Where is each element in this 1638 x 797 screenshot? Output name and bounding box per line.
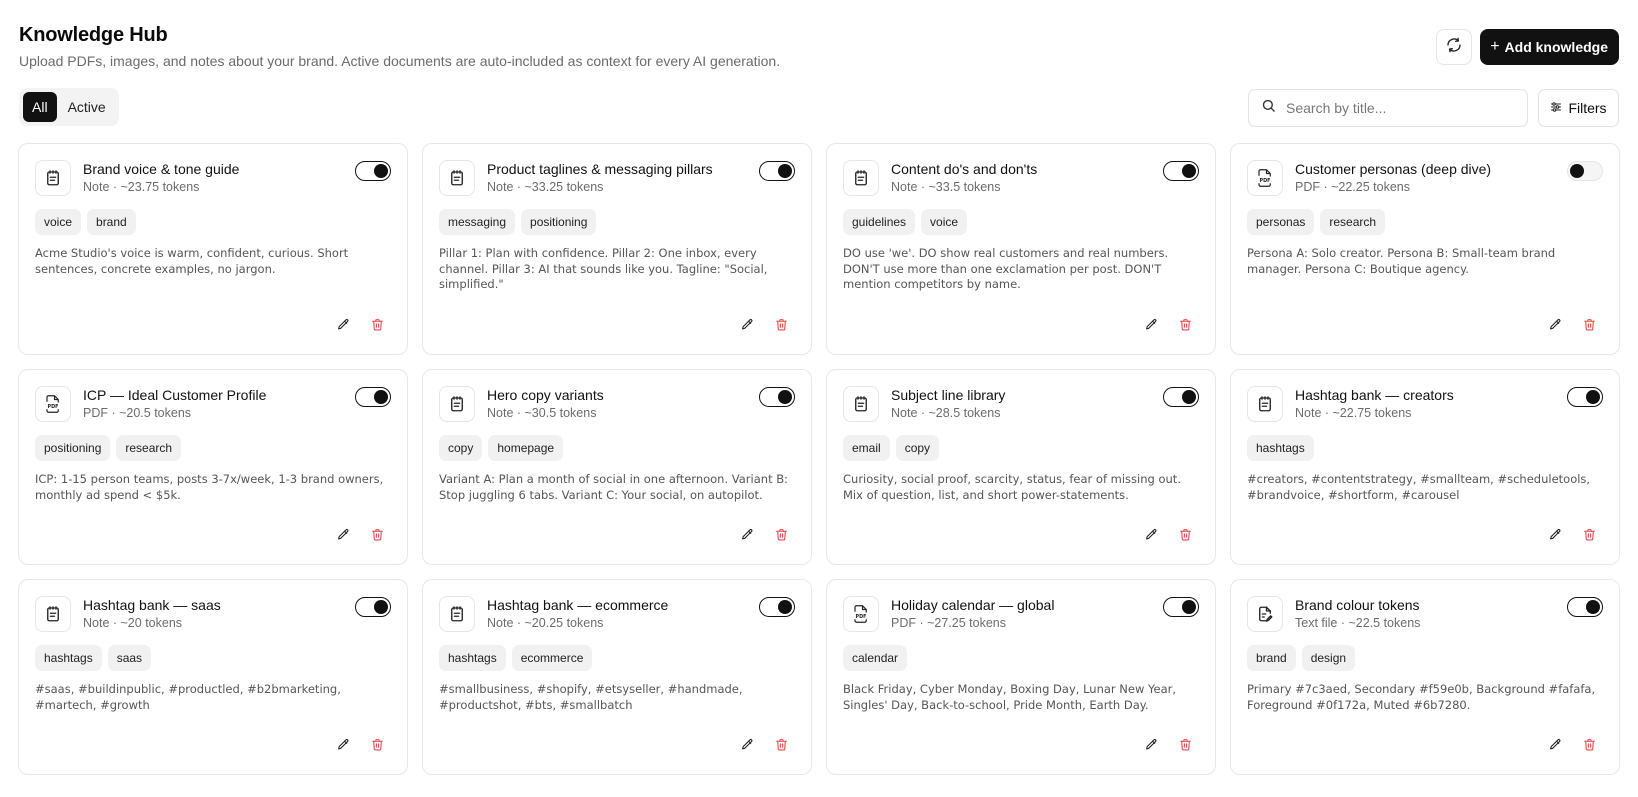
trash-icon[interactable] bbox=[1581, 736, 1597, 752]
edit-icon[interactable] bbox=[335, 736, 351, 752]
trash-icon[interactable] bbox=[1177, 316, 1193, 332]
card-title: Customer personas (deep dive) bbox=[1295, 161, 1492, 177]
tag-chip: hashtags bbox=[1247, 435, 1314, 461]
card-description: Pillar 1: Plan with confidence. Pillar 2: One inbox, every channel. Pillar 3: AI that sounds like you. Tagline: "Social, simplified." bbox=[439, 246, 768, 291]
edit-icon[interactable] bbox=[335, 316, 351, 332]
card-meta: Note · ~33.5 tokens bbox=[891, 180, 1001, 194]
knowledge-card[interactable] bbox=[422, 369, 812, 565]
card-header bbox=[439, 160, 795, 196]
active-toggle[interactable] bbox=[1163, 597, 1199, 617]
edit-icon[interactable] bbox=[1547, 316, 1563, 332]
toggle-knob bbox=[1570, 164, 1584, 178]
tag-chip: copy bbox=[439, 435, 482, 461]
card-meta: Note · ~23.75 tokens bbox=[83, 180, 200, 194]
card-meta: PDF · ~27.25 tokens bbox=[891, 616, 1006, 630]
card-title: Hashtag bank — saas bbox=[83, 597, 221, 613]
card-header bbox=[439, 386, 795, 422]
knowledge-card[interactable] bbox=[826, 143, 1216, 355]
card-meta: PDF · ~22.25 tokens bbox=[1295, 180, 1410, 194]
card-description: #smallbusiness, #shopify, #etsyseller, #handmade, #productshot, #bts, #smallbatch bbox=[439, 682, 743, 712]
card-description: Curiosity, social proof, scarcity, status, fear of missing out. Mix of question, list, and short power-statements. bbox=[843, 472, 1181, 502]
tag-chip: messaging bbox=[439, 209, 515, 235]
page-header bbox=[19, 22, 780, 70]
card-meta: Note · ~22.75 tokens bbox=[1295, 406, 1412, 420]
tag-chip: hashtags bbox=[35, 645, 102, 671]
card-actions bbox=[335, 316, 385, 332]
refresh-button[interactable] bbox=[1436, 29, 1472, 65]
header-actions bbox=[1436, 29, 1619, 65]
pdf-icon bbox=[1247, 160, 1283, 196]
trash-icon[interactable] bbox=[1581, 316, 1597, 332]
card-header bbox=[35, 386, 391, 422]
card-titles bbox=[487, 386, 759, 421]
active-toggle[interactable] bbox=[355, 597, 391, 617]
trash-icon[interactable] bbox=[773, 316, 789, 332]
filters-label: Filters bbox=[1568, 100, 1607, 116]
card-title: Subject line library bbox=[891, 387, 1006, 403]
card-titles bbox=[83, 386, 355, 421]
trash-icon[interactable] bbox=[1177, 526, 1193, 542]
tag-list bbox=[1247, 209, 1603, 235]
tag-chip: design bbox=[1302, 645, 1355, 671]
add-knowledge-label: Add knowledge bbox=[1504, 39, 1608, 55]
tag-list bbox=[843, 435, 1199, 461]
card-header bbox=[439, 596, 795, 632]
tag-list bbox=[1247, 435, 1603, 461]
card-titles bbox=[891, 160, 1163, 195]
tag-chip: voice bbox=[35, 209, 81, 235]
knowledge-card[interactable] bbox=[18, 143, 408, 355]
pdf-icon bbox=[35, 386, 71, 422]
tag-chip: voice bbox=[921, 209, 967, 235]
toggle-knob bbox=[374, 600, 388, 614]
knowledge-card[interactable] bbox=[1230, 579, 1620, 775]
tag-chip: saas bbox=[108, 645, 151, 671]
active-toggle[interactable] bbox=[759, 597, 795, 617]
card-title: Hashtag bank — ecommerce bbox=[487, 597, 669, 613]
card-titles bbox=[83, 160, 355, 195]
card-meta: PDF · ~20.5 tokens bbox=[83, 406, 192, 420]
knowledge-card[interactable] bbox=[1230, 369, 1620, 565]
tag-chip: positioning bbox=[35, 435, 110, 461]
knowledge-card[interactable] bbox=[422, 143, 812, 355]
toggle-knob bbox=[1182, 600, 1196, 614]
card-titles bbox=[1295, 160, 1567, 195]
tag-list bbox=[1247, 645, 1603, 671]
tag-list bbox=[439, 209, 795, 235]
active-toggle[interactable] bbox=[355, 161, 391, 181]
card-titles bbox=[487, 596, 759, 631]
page-subtitle: Upload PDFs, images, and notes about your brand. Active documents are auto-included as context for every AI generation. bbox=[19, 53, 781, 69]
knowledge-card[interactable] bbox=[1230, 143, 1620, 355]
edit-icon[interactable] bbox=[739, 526, 755, 542]
trash-icon[interactable] bbox=[773, 736, 789, 752]
tab-all[interactable]: All bbox=[23, 92, 57, 122]
note-icon bbox=[1247, 386, 1283, 422]
trash-icon[interactable] bbox=[1177, 736, 1193, 752]
tag-list bbox=[35, 435, 391, 461]
card-description: Primary #7c3aed, Secondary #f59e0b, Background #fafafa, Foreground #0f172a, Muted #6b7280. bbox=[1247, 682, 1596, 712]
active-toggle[interactable] bbox=[1567, 387, 1603, 407]
svg-text:PDF: PDF bbox=[47, 404, 59, 411]
card-actions bbox=[335, 736, 385, 752]
card-header bbox=[35, 160, 391, 196]
active-toggle[interactable] bbox=[1567, 161, 1603, 181]
note-icon bbox=[35, 160, 71, 196]
tag-chip: homepage bbox=[488, 435, 563, 461]
plus-icon: + bbox=[1490, 38, 1500, 55]
tag-chip: hashtags bbox=[439, 645, 506, 671]
card-title: Brand colour tokens bbox=[1295, 597, 1420, 613]
card-header bbox=[1247, 596, 1603, 632]
edit-icon[interactable] bbox=[335, 526, 351, 542]
toggle-knob bbox=[1586, 390, 1600, 404]
add-knowledge-button[interactable] bbox=[1480, 29, 1619, 65]
note-icon bbox=[439, 160, 475, 196]
card-meta: Note · ~33.25 tokens bbox=[487, 180, 604, 194]
card-meta: Text file · ~22.5 tokens bbox=[1295, 616, 1421, 630]
card-actions bbox=[1547, 526, 1597, 542]
note-icon bbox=[35, 596, 71, 632]
card-titles bbox=[487, 160, 759, 195]
card-actions bbox=[739, 526, 789, 542]
card-description: DO use 'we'. DO show real customers and real numbers. DON'T use more than one exclamation per post. DON'T mention competitors by name. bbox=[843, 246, 1169, 291]
active-toggle[interactable] bbox=[759, 387, 795, 407]
card-actions bbox=[739, 316, 789, 332]
card-title: Product taglines & messaging pillars bbox=[487, 161, 713, 177]
tag-chip: email bbox=[843, 435, 890, 461]
card-actions bbox=[1547, 736, 1597, 752]
edit-icon[interactable] bbox=[1547, 526, 1563, 542]
tag-chip: ecommerce bbox=[512, 645, 593, 671]
search-input[interactable] bbox=[1286, 100, 1506, 116]
card-header bbox=[1247, 160, 1603, 196]
toggle-knob bbox=[1182, 164, 1196, 178]
knowledge-grid bbox=[18, 143, 1620, 775]
card-meta: Note · ~20.25 tokens bbox=[487, 616, 604, 630]
edit-icon[interactable] bbox=[1143, 316, 1159, 332]
card-titles bbox=[1295, 596, 1567, 631]
sliders-icon bbox=[1550, 100, 1562, 116]
card-title: Hashtag bank — creators bbox=[1295, 387, 1454, 403]
card-title: ICP — Ideal Customer Profile bbox=[83, 387, 267, 403]
card-description: Black Friday, Cyber Monday, Boxing Day, Lunar New Year, Singles' Day, Back-to-school, Pride Month, Earth Day. bbox=[843, 682, 1177, 712]
page-title: Knowledge Hub bbox=[19, 24, 168, 46]
tag-list bbox=[35, 209, 391, 235]
card-actions bbox=[335, 526, 385, 542]
edit-icon[interactable] bbox=[1143, 526, 1159, 542]
trash-icon[interactable] bbox=[369, 316, 385, 332]
tag-list bbox=[439, 435, 795, 461]
card-header bbox=[843, 596, 1199, 632]
card-description: Acme Studio's voice is warm, confident, curious. Short sentences, concrete examples, no jargon. bbox=[35, 246, 349, 276]
tag-chip: guidelines bbox=[843, 209, 915, 235]
card-actions bbox=[739, 736, 789, 752]
card-description: ICP: 1-15 person teams, posts 3-7x/week, 1-3 brand owners, monthly ad spend < $5k. bbox=[35, 472, 384, 502]
toggle-knob bbox=[374, 390, 388, 404]
card-description: Persona A: Solo creator. Persona B: Small-team brand manager. Persona C: Boutique agency. bbox=[1247, 246, 1556, 276]
search-box bbox=[1248, 89, 1528, 127]
active-toggle[interactable] bbox=[759, 161, 795, 181]
card-actions bbox=[1547, 316, 1597, 332]
knowledge-card[interactable] bbox=[422, 579, 812, 775]
tag-list bbox=[843, 209, 1199, 235]
card-description: Variant A: Plan a month of social in one afternoon. Variant B: Stop juggling 6 tabs. Variant C: Your social, on autopilot. bbox=[439, 472, 788, 502]
card-title: Hero copy variants bbox=[487, 387, 604, 403]
edit-icon[interactable] bbox=[1547, 736, 1563, 752]
trash-icon[interactable] bbox=[773, 526, 789, 542]
tag-chip: research bbox=[1320, 209, 1385, 235]
tag-chip: copy bbox=[896, 435, 939, 461]
knowledge-card[interactable] bbox=[18, 579, 408, 775]
toggle-knob bbox=[374, 164, 388, 178]
filters-button[interactable] bbox=[1538, 89, 1619, 127]
active-toggle[interactable] bbox=[1567, 597, 1603, 617]
trash-icon[interactable] bbox=[1581, 526, 1597, 542]
toggle-knob bbox=[778, 600, 792, 614]
trash-icon[interactable] bbox=[369, 526, 385, 542]
tag-chip: brand bbox=[87, 209, 136, 235]
tag-chip: positioning bbox=[521, 209, 596, 235]
card-header bbox=[843, 386, 1199, 422]
card-meta: Note · ~28.5 tokens bbox=[891, 406, 1001, 420]
svg-text:PDF: PDF bbox=[855, 614, 867, 621]
tab-active[interactable]: Active bbox=[67, 99, 106, 115]
trash-icon[interactable] bbox=[369, 736, 385, 752]
edit-icon[interactable] bbox=[739, 736, 755, 752]
card-titles bbox=[891, 596, 1163, 631]
card-meta: Note · ~20 tokens bbox=[83, 616, 183, 630]
text-file-icon bbox=[1247, 596, 1283, 632]
card-title: Brand voice & tone guide bbox=[83, 161, 240, 177]
tag-list bbox=[843, 645, 1199, 671]
toggle-knob bbox=[1586, 600, 1600, 614]
card-actions bbox=[1143, 526, 1193, 542]
card-meta: Note · ~30.5 tokens bbox=[487, 406, 597, 420]
tag-chip: brand bbox=[1247, 645, 1296, 671]
active-toggle[interactable] bbox=[1163, 161, 1199, 181]
note-icon bbox=[843, 386, 879, 422]
note-icon bbox=[439, 386, 475, 422]
card-header bbox=[1247, 386, 1603, 422]
note-icon bbox=[439, 596, 475, 632]
card-titles bbox=[891, 386, 1163, 421]
edit-icon[interactable] bbox=[739, 316, 755, 332]
edit-icon[interactable] bbox=[1143, 736, 1159, 752]
tag-list bbox=[35, 645, 391, 671]
card-header bbox=[843, 160, 1199, 196]
active-toggle[interactable] bbox=[355, 387, 391, 407]
tag-chip: personas bbox=[1247, 209, 1314, 235]
knowledge-card[interactable] bbox=[826, 579, 1216, 775]
search-icon bbox=[1261, 98, 1276, 118]
card-description: #saas, #buildinpublic, #productled, #b2bmarketing, #martech, #growth bbox=[35, 682, 341, 712]
filter-tabs bbox=[19, 88, 119, 126]
card-titles bbox=[1295, 386, 1567, 421]
pdf-icon bbox=[843, 596, 879, 632]
knowledge-card[interactable] bbox=[18, 369, 408, 565]
card-titles bbox=[83, 596, 355, 631]
card-title: Content do's and don'ts bbox=[891, 161, 1038, 177]
refresh-icon bbox=[1446, 37, 1462, 58]
svg-text:PDF: PDF bbox=[1259, 178, 1271, 185]
note-icon bbox=[843, 160, 879, 196]
tag-chip: calendar bbox=[843, 645, 907, 671]
card-description: #creators, #contentstrategy, #smallteam, #scheduletools, #brandvoice, #shortform, #carousel bbox=[1247, 472, 1591, 502]
card-title: Holiday calendar — global bbox=[891, 597, 1055, 613]
tag-list bbox=[439, 645, 795, 671]
knowledge-card[interactable] bbox=[826, 369, 1216, 565]
tag-chip: research bbox=[116, 435, 181, 461]
card-actions bbox=[1143, 316, 1193, 332]
active-toggle[interactable] bbox=[1163, 387, 1199, 407]
card-header bbox=[35, 596, 391, 632]
toggle-knob bbox=[778, 164, 792, 178]
card-actions bbox=[1143, 736, 1193, 752]
toggle-knob bbox=[1182, 390, 1196, 404]
toggle-knob bbox=[778, 390, 792, 404]
